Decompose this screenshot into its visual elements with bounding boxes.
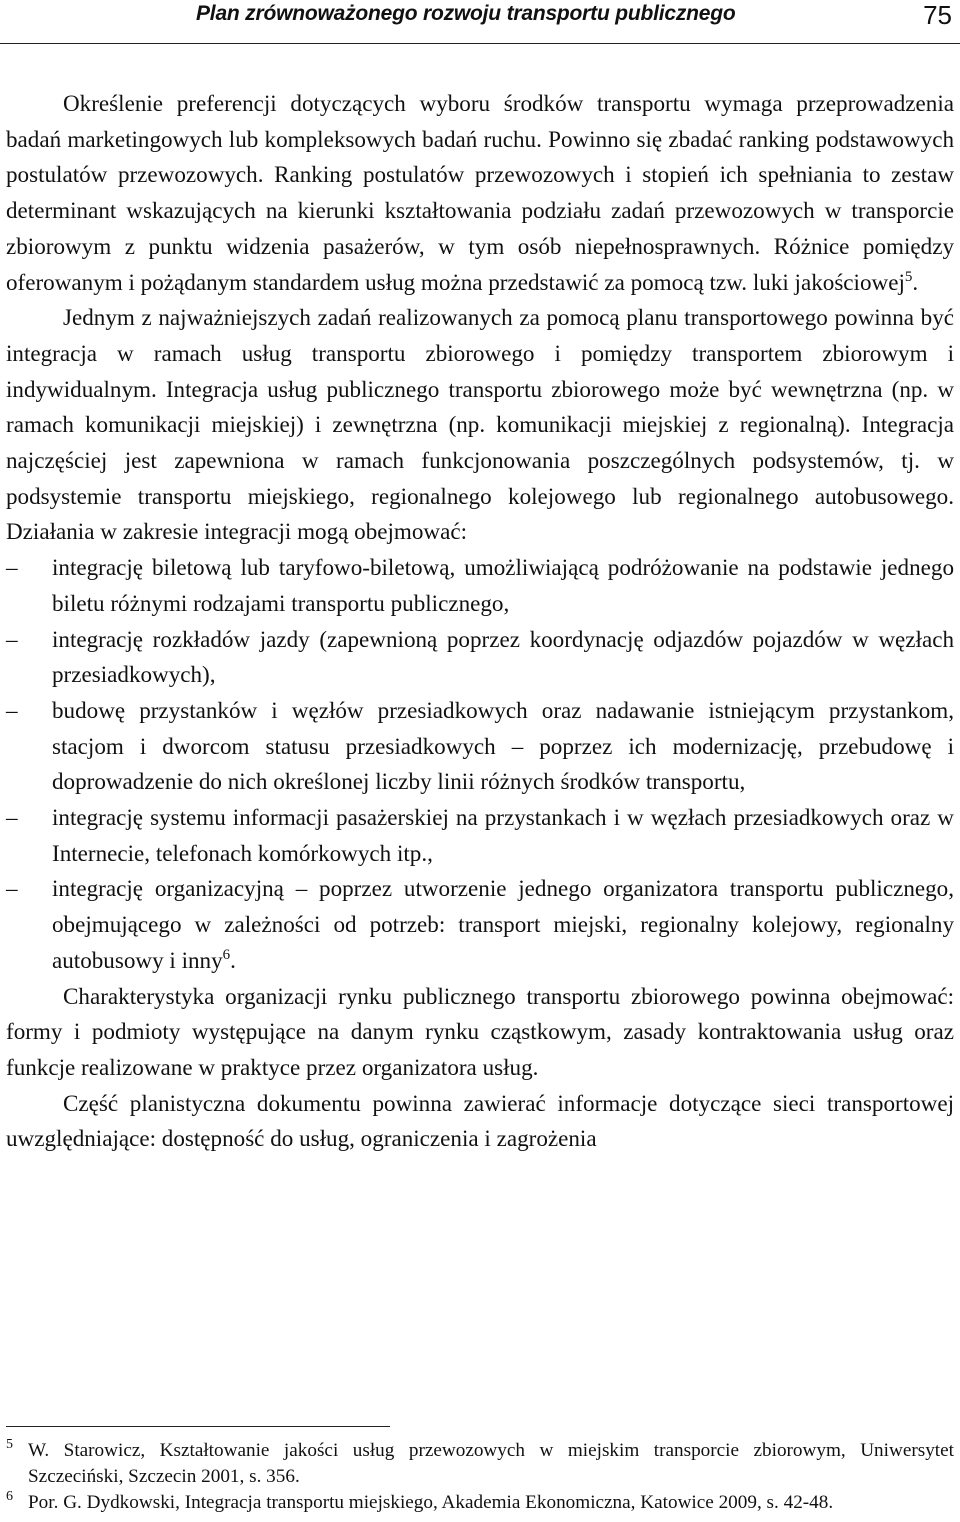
list-item-text: integrację organizacyjną – poprzez utworzenie jednego organizatora transportu publicznego, obejmującego w zależności od potrzeb: transport miejski, regionalny kolejowy, regionalny autobusowy i inny — [52, 875, 954, 973]
list-item — [6, 693, 954, 800]
dash-bullet: – — [6, 804, 18, 831]
paragraph-market-organization: Charakterystyka organizacji rynku publicznego transportu zbiorowego powinna obejmować: formy i podmioty występujące na danym rynku cząstkowym, zasady kontraktowania usług oraz funkcje realizowane w praktyce przez organizatora usług. — [6, 982, 954, 1080]
list-item — [6, 550, 954, 621]
page-number: 75 — [923, 0, 952, 30]
footnote-ref-5: 5 — [904, 268, 913, 285]
list-item — [6, 800, 954, 871]
footnote-text: W. Starowicz, Kształtowanie jakości usług przewozowych w miejskim transporcie zbiorowym, Uniwersytet Szczeciński, Szczecin 2001, s. 356. — [28, 1440, 954, 1487]
paragraph-preferences-text: Określenie preferencji dotyczących wyboru środków transportu wymaga przeprowadzenia badań marketingowych lub kompleksowych badań ruchu. Powinno się zbadać ranking podstawowych postulatów przewozowych. Ranking postulatów przewozowych i stopień ich spełniania to zestaw determinant wskazujących na kierunki kształtowania podziału zadań przewozowych w transporcie zbiorowym z punktu widzenia pasażerów, w tym osób niepełnosprawnych. Różnice pomiędzy oferowanym i pożądanym standardem usług można przedstawić za pomocą tzw. luki jakościowej — [6, 90, 954, 295]
dash-bullet: – — [6, 875, 18, 902]
integration-list — [6, 550, 954, 978]
paragraph-preferences-end: . — [912, 268, 919, 295]
footnote-text: Por. G. Dydkowski, Integracja transportu miejskiego, Akademia Ekonomiczna, Katowice 2009, s. 42-48. — [28, 1492, 834, 1513]
body-text — [6, 86, 954, 1157]
list-item — [6, 622, 954, 693]
list-item-end: . — [230, 946, 236, 973]
footnote-6 — [6, 1490, 954, 1516]
list-item-text: integrację systemu informacji pasażerskiej na przystankach i w węzłach przesiadkowych oraz w Internecie, telefonach komórkowych itp., — [52, 804, 954, 866]
list-item-text: integrację rozkładów jazdy (zapewnioną poprzez koordynację odjazdów pojazdów w węzłach przesiadkowych), — [52, 625, 954, 688]
footnote-5 — [6, 1438, 954, 1490]
list-item-text: budowę przystanków i węzłów przesiadkowych oraz nadawanie istniejącym przystankom, stacjom i dworcom statusu przesiadkowych – poprzez ich modernizację, przebudowę i doprowadzenie do nich określonej liczby linii różnych środków transportu, — [52, 696, 954, 795]
running-header — [0, 0, 960, 44]
paragraph-integration: Jednym z najważniejszych zadań realizowanych za pomocą planu transportowego powinna być integracja w ramach usług transportu zbiorowego i pomiędzy transportem zbiorowym i indywidualnym. Integracja usług publicznego transportu zbiorowego może być wewnętrzna (np. w ramach komunikacji miejskiej) i zewnętrzna (np. komunikacji miejskiej z regionalną). Integracja najczęściej jest zapewniona w ramach funkcjonowania poszczególnych podsystemów, tj. w podsystemie transportu miejskiego, regionalnego kolejowego lub regionalnego autobusowego. Działania w zakresie integracji mogą obejmować: — [6, 304, 954, 545]
dash-bullet: – — [6, 696, 18, 723]
paragraph-planning-part: Część planistyczna dokumentu powinna zawierać informacje dotyczące sieci transportowej uwzględniające: dostępność do usług, ograniczenia i zagrożenia — [6, 1089, 954, 1152]
list-item-text: integrację biletową lub taryfowo-biletową, umożliwiającą podróżowanie na podstawie jednego biletu różnymi rodzajami transportu publicznego, — [52, 554, 954, 616]
footnote-number: 5 — [6, 1437, 13, 1452]
list-item — [6, 871, 954, 978]
dash-bullet: – — [6, 554, 18, 581]
footnote-separator — [6, 1426, 390, 1427]
dash-bullet: – — [6, 625, 18, 652]
footnote-ref-6: 6 — [222, 946, 231, 963]
footnote-number: 6 — [6, 1489, 13, 1504]
paragraph-preferences — [6, 86, 954, 300]
footnotes — [6, 1438, 954, 1516]
running-header-title: Plan zrównoważonego rozwoju transportu publicznego — [196, 2, 736, 25]
